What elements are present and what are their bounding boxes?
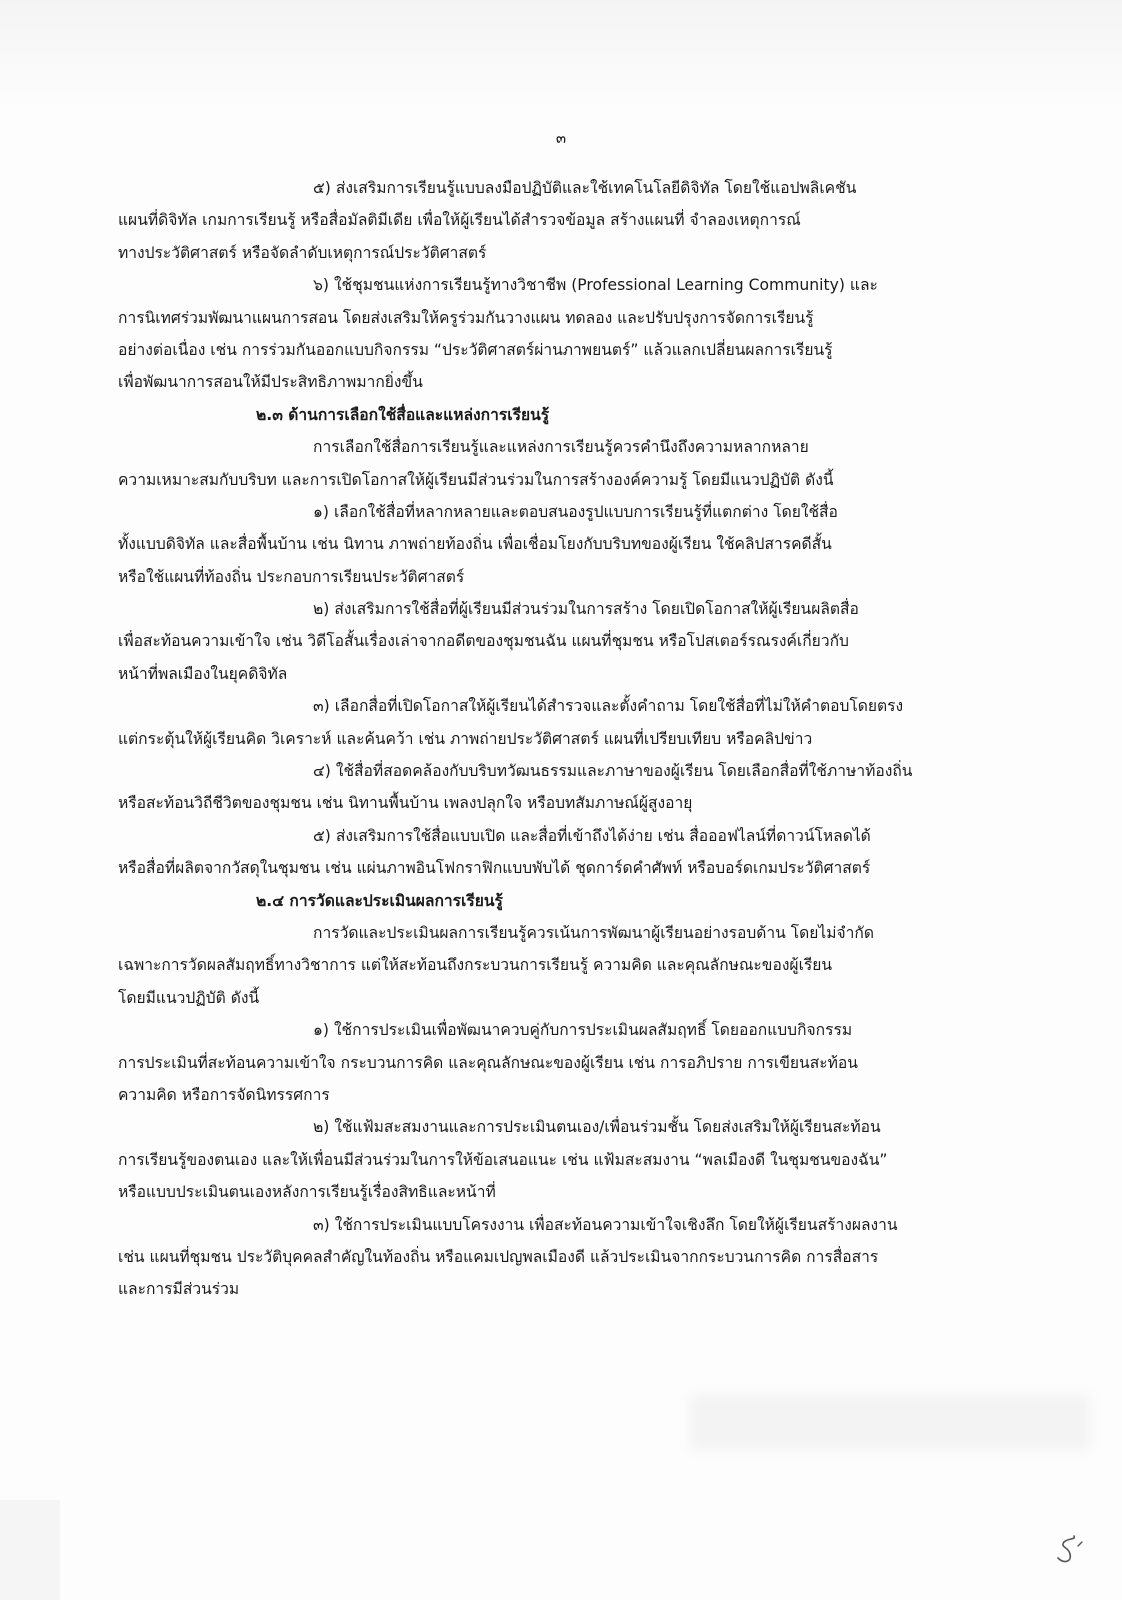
section-heading: ๒.๓ ด้านการเลือกใช้สื่อและแหล่งการเรียนรู้ — [256, 405, 550, 424]
paragraph-line: การเรียนรู้ของตนเอง และให้เพื่อนมีส่วนร่วมในการให้ข้อเสนอแนะ เช่น แฟ้มสะสมงาน “พลเมืองดี ในชุมชนของฉัน” — [118, 1150, 888, 1169]
signature-mark — [1050, 1532, 1090, 1568]
document-body — [118, 172, 1008, 1306]
paragraph-line: ทั้งแบบดิจิทัล และสื่อพื้นบ้าน เช่น นิทาน ภาพถ่ายท้องถิ่น เพื่อเชื่อมโยงกับบริบทของผู้เรียน ใช้คลิปสารคดีสั้น — [118, 535, 832, 554]
paragraph-line: โดยมีแนวปฏิบัติ ดังนี้ — [118, 988, 260, 1007]
paragraph-line: การเลือกใช้สื่อการเรียนรู้และแหล่งการเรียนรู้ควรคำนึงถึงความหลากหลาย — [313, 438, 809, 457]
paragraph-line: แผนที่ดิจิทัล เกมการเรียนรู้ หรือสื่อมัลติมีเดีย เพื่อให้ผู้เรียนได้สำรวจข้อมูล สร้างแผนที่ จำลองเหตุการณ์ — [118, 211, 801, 230]
paragraph-line: การนิเทศร่วมพัฒนาแผนการสอน โดยส่งเสริมให้ครูร่วมกันวางแผน ทดลอง และปรับปรุงการจัดการเรียนรู้ — [118, 308, 814, 327]
paragraph-line: ๑) เลือกใช้สื่อที่หลากหลายและตอบสนองรูปแบบการเรียนรู้ที่แตกต่าง โดยใช้สื่อ — [313, 502, 838, 521]
scan-edge-shadow — [0, 1500, 60, 1600]
paragraph-line: ทางประวัติศาสตร์ หรือจัดลำดับเหตุการณ์ประวัติศาสตร์ — [118, 243, 487, 262]
paragraph-line: ความเหมาะสมกับบริบท และการเปิดโอกาสให้ผู้เรียนมีส่วนร่วมในการสร้างองค์ความรู้ โดยมีแนวปฏิบัติ ดังนี้ — [118, 470, 834, 489]
paragraph-line: การประเมินที่สะท้อนความเข้าใจ กระบวนการคิด และคุณลักษณะของผู้เรียน เช่น การอภิปราย การเขียนสะท้อน — [118, 1053, 858, 1072]
paragraph-line: ๖) ใช้ชุมชนแห่งการเรียนรู้ทางวิชาชีพ (Professional Learning Community) และ — [313, 276, 878, 295]
paragraph-line: ๑) ใช้การประเมินเพื่อพัฒนาควบคู่กับการประเมินผลสัมฤทธิ์ โดยออกแบบกิจกรรม — [313, 1021, 853, 1040]
paragraph-line: เพื่อสะท้อนความเข้าใจ เช่น วิดีโอสั้นเรื่องเล่าจากอดีตของชุมชนฉัน แผนที่ชุมชน หรือโปสเตอร์รณรงค์เกี่ยวกับ — [118, 632, 849, 651]
paragraph-line: หรือแบบประเมินตนเองหลังการเรียนรู้เรื่องสิทธิและหน้าที่ — [118, 1183, 496, 1202]
paragraph-line: หน้าที่พลเมืองในยุคดิจิทัล — [118, 664, 288, 683]
paragraph-line: เพื่อพัฒนาการสอนให้มีประสิทธิภาพมากยิ่งขึ้น — [118, 373, 423, 392]
paragraph-line: ความคิด หรือการจัดนิทรรศการ — [118, 1085, 330, 1104]
section-heading: ๒.๔ การวัดและประเมินผลการเรียนรู้ — [256, 891, 503, 910]
paragraph-line: ๕) ส่งเสริมการเรียนรู้แบบลงมือปฏิบัติและใช้เทคโนโลยีดิจิทัล โดยใช้แอปพลิเคชัน — [313, 179, 857, 197]
paragraph-line: อย่างต่อเนื่อง เช่น การร่วมกันออกแบบกิจกรรม “ประวัติศาสตร์ผ่านภาพยนตร์” แล้วแลกเปลี่ยนผลการเรียนรู้ — [118, 340, 833, 359]
paragraph-line: ๕) ส่งเสริมการใช้สื่อแบบเปิด และสื่อที่เข้าถึงได้ง่าย เช่น สื่อออฟไลน์ที่ดาวน์โหลดได้ — [313, 826, 871, 845]
paragraph-line: เช่น แผนที่ชุมชน ประวัติบุคคลสำคัญในท้องถิ่น หรือแคมเปญพลเมืองดี แล้วประเมินจากกระบวนการคิด การสื่อสาร — [118, 1247, 879, 1266]
paragraph-line: ๔) ใช้สื่อที่สอดคล้องกับบริบทวัฒนธรรมและภาษาของผู้เรียน โดยเลือกสื่อที่ใช้ภาษาท้องถิ่น — [313, 762, 913, 781]
paragraph-line: หรือสะท้อนวิถีชีวิตของชุมชน เช่น นิทานพื้นบ้าน เพลงปลุกใจ หรือบทสัมภาษณ์ผู้สูงอายุ — [118, 794, 693, 813]
paragraph-line: การวัดและประเมินผลการเรียนรู้ควรเน้นการพัฒนาผู้เรียนอย่างรอบด้าน โดยไม่จำกัด — [313, 923, 874, 942]
scan-shadow — [0, 0, 1122, 110]
paragraph-line: หรือใช้แผนที่ท้องถิ่น ประกอบการเรียนประวัติศาสตร์ — [118, 567, 465, 586]
paragraph-line: ๒) ใช้แฟ้มสะสมงานและการประเมินตนเอง/เพื่อนร่วมชั้น โดยส่งเสริมให้ผู้เรียนสะท้อน — [313, 1118, 881, 1137]
paragraph-line: เฉพาะการวัดผลสัมฤทธิ์ทางวิชาการ แต่ให้สะท้อนถึงกระบวนการเรียนรู้ ความคิด และคุณลักษณะของผู้เรียน — [118, 956, 833, 975]
scan-smudge — [690, 1395, 1090, 1450]
paragraph-line: ๓) เลือกสื่อที่เปิดโอกาสให้ผู้เรียนได้สำรวจและตั้งคำถาม โดยใช้สื่อที่ไม่ให้คำตอบโดยตรง — [313, 697, 904, 716]
paragraph-line: แต่กระตุ้นให้ผู้เรียนคิด วิเคราะห์ และค้นคว้า เช่น ภาพถ่ายประวัติศาสตร์ แผนที่เปรียบเทียบ หรือคลิปข่าว — [118, 729, 813, 748]
paragraph-line: และการมีส่วนร่วม — [118, 1280, 240, 1299]
paragraph-line: ๓) ใช้การประเมินแบบโครงงาน เพื่อสะท้อนความเข้าใจเชิงลึก โดยให้ผู้เรียนสร้างผลงาน — [313, 1215, 898, 1234]
paragraph-line: ๒) ส่งเสริมการใช้สื่อที่ผู้เรียนมีส่วนร่วมในการสร้าง โดยเปิดโอกาสให้ผู้เรียนผลิตสื่อ — [313, 600, 859, 619]
paragraph-line: หรือสื่อที่ผลิตจากวัสดุในชุมชน เช่น แผ่นภาพอินโฟกราฟิกแบบพับได้ ชุดการ์ดคำศัพท์ หรือบอร์ดเกมประวัติศาสตร์ — [118, 859, 871, 878]
page-number: ๓ — [555, 129, 567, 147]
